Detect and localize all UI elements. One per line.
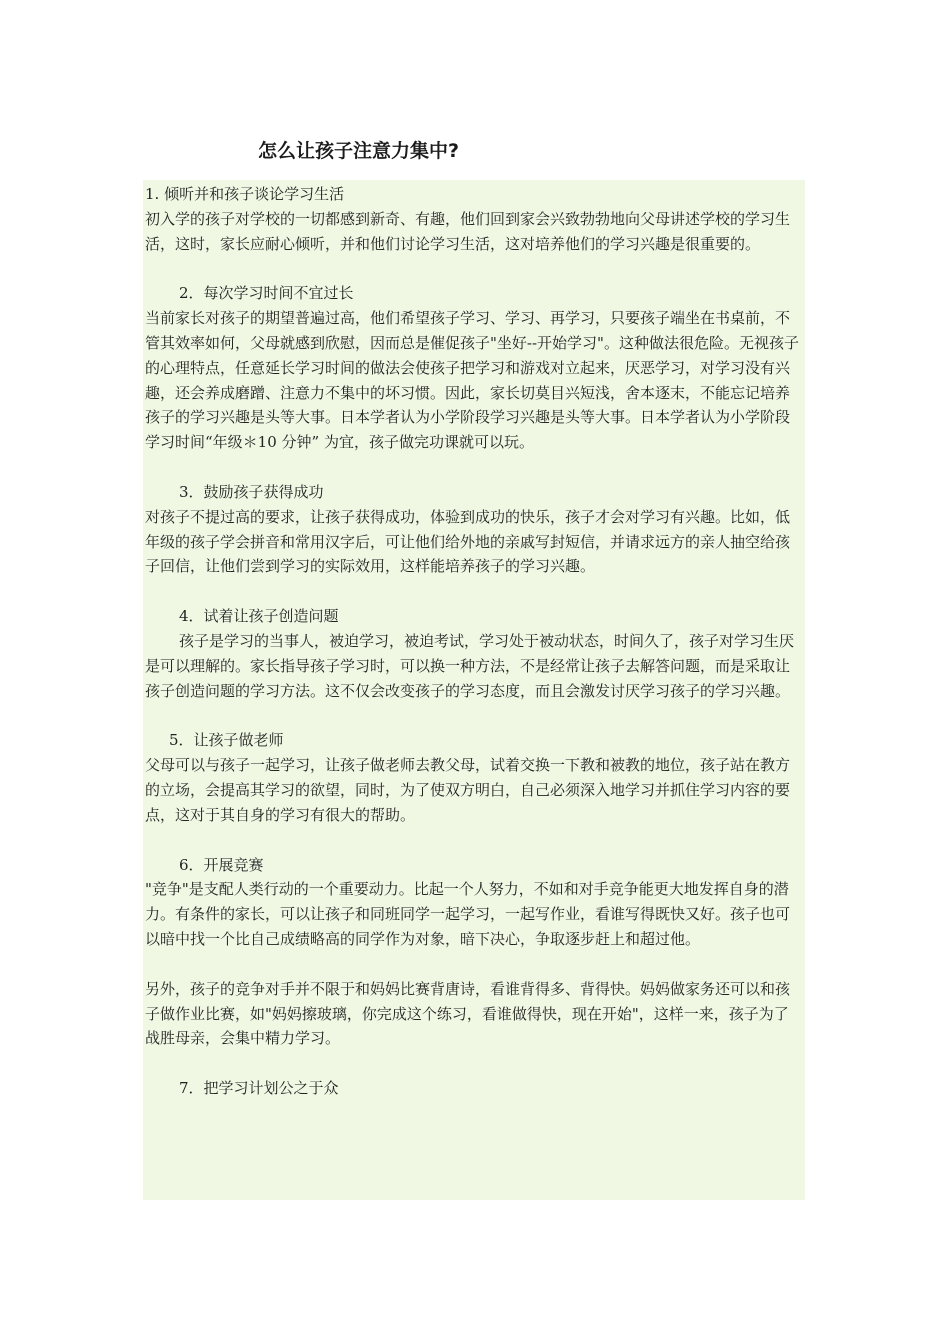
section-paragraph: 父母可以与孩子一起学习，让孩子做老师去教父母，试着交换一下教和被教的地位，孩子站在教方的立场，会提高其学习的欲望，同时，为了使双方明白，自己必须深入地学习并抓住学习内容的要点，这对于其自身的学习有很大的帮助。 [145, 756, 791, 824]
section-7 [145, 1076, 803, 1101]
section-paragraph: 初入学的孩子对学校的一切都感到新奇、有趣，他们回到家会兴致勃勃地向父母讲述学校的学习生活，这时，家长应耐心倾听，并和他们讨论学习生活，这对培养他们的学习兴趣是很重要的。 [145, 209, 791, 253]
section-4 [145, 604, 803, 703]
section-heading: 7．把学习计划公之于众 [179, 1079, 339, 1098]
section-paragraph: 对孩子不提过高的要求，让孩子获得成功，体验到成功的快乐，孩子才会对学习有兴趣。比如，低年级的孩子学会拼音和常用汉字后，可让他们给外地的亲戚写封短信，并请求远方的亲人抽空给孩子回信，让他们尝到学习的实际效用，这样能培养孩子的学习兴趣。 [145, 507, 791, 576]
page-title: 怎么让孩子注意力集中? [258, 140, 460, 162]
section-6 [145, 853, 803, 1052]
section-paragraph: 当前家长对孩子的期望普遍过高，他们希望孩子学习、学习、再学习，只要孩子端坐在书桌前，不管其效率如何，父母就感到欣慰，因而总是催促孩子"坐好--开始学习"。这种做法很危险。无视孩子的心理特点，任意延长学习时间的做法会使孩子把学习和游戏对立起来，厌恶学习，对学习没有兴趣，还会养成磨蹭、注意力不集中的坏习惯。因此，家长切莫目兴短浅，舍本逐末，不能忘记培养孩子的学习兴趣是头等大事。日本学者认为小学阶段学习兴趣是头等大事。日本学者认为小学阶段学习时间“年级＊10 分钟” 为宜，孩子做完功课就可以玩。 [145, 309, 799, 452]
section-heading: 6．开展竞赛 [179, 855, 264, 874]
article-body [143, 180, 805, 1200]
section-paragraph: "竞争"是支配人类行动的一个重要动力。比起一个人努力，不如和对手竞争能更大地发挥自身的潜力。有条件的家长，可以让孩子和同班同学一起学习，一起写作业，看谁写得既快又好。孩子也可以暗中找一个比自己成绩略高的同学作为对象，暗下决心，争取逐步赶上和超过他。 [145, 880, 791, 948]
section-heading: 1. 倾听并和孩子谈论学习生活 [145, 185, 345, 203]
section-2 [145, 281, 803, 455]
section-heading: 5．让孩子做老师 [169, 731, 284, 750]
section-heading: 3．鼓励孩子获得成功 [179, 482, 324, 501]
section-paragraph: 孩子是学习的当事人，被迫学习，被迫考试，学习处于被动状态，时间久了，孩子对学习生厌是可以理解的。家长指导孩子学习时，可以换一种方法，不是经常让孩子去解答问题，而是采取让孩子创造问题的学习方法。这不仅会改变孩子的学习态度，而且会激发讨厌学习孩子的学习兴趣。 [145, 631, 795, 700]
section-heading: 2．每次学习时间不宜过长 [179, 284, 354, 303]
section-heading: 4．试着让孩子创造问题 [179, 607, 339, 626]
section-paragraph: 另外，孩子的竞争对手并不限于和妈妈比赛背唐诗，看谁背得多、背得快。妈妈做家务还可以和孩子做作业比赛，如"妈妈擦玻璃，你完成这个练习，看谁做得快，现在开始"，这样一来，孩子为了战胜母亲，会集中精力学习。 [145, 979, 791, 1048]
section-3 [145, 480, 803, 579]
section-1 [145, 182, 803, 256]
section-5 [145, 728, 803, 827]
